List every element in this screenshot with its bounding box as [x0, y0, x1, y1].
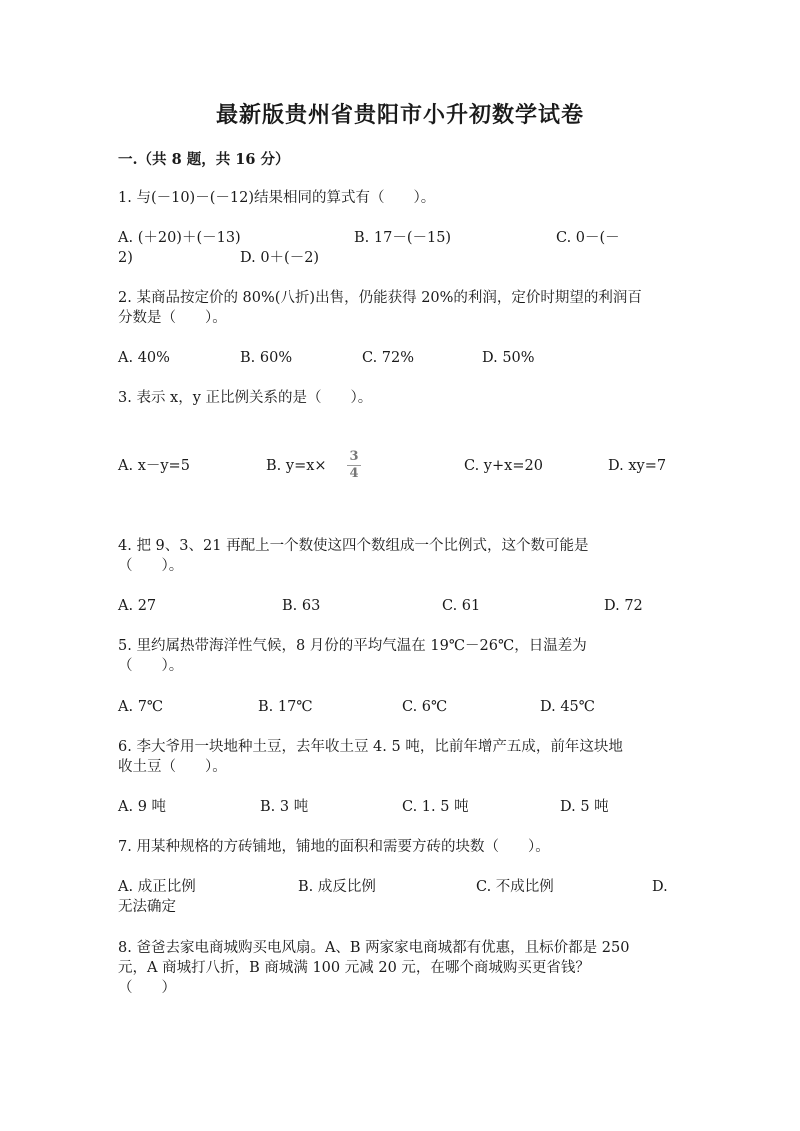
question-2-stem-line-1: 2. 某商品按定价的 80%(八折)出售，仍能获得 20%的利润，定价时期望的利润百: [118, 290, 642, 306]
question-7-option-c: C. 不成比例: [476, 879, 554, 895]
question-4-option-b: B. 63: [282, 598, 321, 614]
question-3-fraction: [347, 450, 361, 481]
question-7-option-b: B. 成反比例: [298, 879, 376, 895]
question-5-stem-line-1: 5. 里约属热带海洋性气候，8 月份的平均气温在 19℃－26℃，日温差为: [118, 638, 587, 654]
question-7-option-d-cont: 无法确定: [118, 899, 176, 915]
question-6-option-d: D. 5 吨: [560, 799, 609, 815]
question-5-option-d: D. 45℃: [540, 699, 595, 715]
question-3-option-d: D. xy=7: [608, 458, 667, 474]
question-4-stem-line-2: （ ）。: [118, 558, 184, 574]
question-1-stem: 1. 与(－10)－(－12)结果相同的算式有（ ）。: [118, 190, 436, 206]
question-1-option-c: C. 0－(－: [556, 230, 620, 246]
question-7-option-d: D.: [652, 879, 668, 895]
question-6-option-a: A. 9 吨: [118, 799, 167, 815]
question-2-option-c: C. 72%: [362, 350, 415, 366]
question-5-stem-line-2: （ ）。: [118, 658, 184, 674]
question-2-option-a: A. 40%: [118, 350, 170, 366]
question-1-option-c-cont: 2): [118, 250, 133, 266]
exam-title: 最新版贵州省贵阳市小升初数学试卷: [215, 102, 584, 128]
question-6-option-c: C. 1. 5 吨: [402, 799, 469, 815]
question-1-option-d: D. 0＋(－2): [240, 250, 320, 266]
question-4-stem-line-1: 4. 把 9、3、21 再配上一个数使这四个数组成一个比例式，这个数可能是: [118, 538, 589, 554]
question-2-stem-line-2: 分数是（ ）。: [118, 310, 227, 326]
question-3-option-b: B. y=x×: [266, 458, 327, 474]
question-7-option-a: A. 成正比例: [118, 879, 196, 895]
question-5-option-a: A. 7℃: [118, 699, 164, 715]
section-heading: 一.（共 8 题，共 16 分）: [118, 151, 290, 168]
question-1-option-a: A. (＋20)＋(－13): [118, 230, 241, 246]
question-3-option-a: A. x－y=5: [118, 458, 190, 474]
fraction-denominator: 4: [349, 466, 359, 481]
question-8-stem-line-2: 元，A 商城打八折，B 商城满 100 元减 20 元，在哪个商城购买更省钱？: [118, 960, 590, 976]
question-4-option-c: C. 61: [442, 598, 481, 614]
question-3-stem: 3. 表示 x，y 正比例关系的是（ ）。: [118, 390, 373, 406]
question-2-option-b: B. 60%: [240, 350, 293, 366]
question-6-stem-line-1: 6. 李大爷用一块地种土豆，去年收土豆 4. 5 吨，比前年增产五成，前年这块地: [118, 739, 623, 755]
question-6-option-b: B. 3 吨: [260, 799, 309, 815]
question-5-option-b: B. 17℃: [258, 699, 313, 715]
question-4-option-a: A. 27: [118, 598, 157, 614]
question-8-stem-line-3: （ ）: [118, 980, 176, 996]
question-2-option-d: D. 50%: [482, 350, 535, 366]
question-8-stem-line-1: 8. 爸爸去家电商城购买电风扇。A、B 两家家电商城都有优惠，且标价都是 250: [118, 940, 630, 956]
fraction-numerator: 3: [349, 449, 359, 464]
question-3-option-c: C. y+x=20: [464, 458, 543, 474]
question-7-stem: 7. 用某种规格的方砖铺地，铺地的面积和需要方砖的块数（ ）。: [118, 839, 550, 855]
question-4-option-d: D. 72: [604, 598, 643, 614]
question-1-option-b: B. 17－(－15): [354, 230, 452, 246]
question-6-stem-line-2: 收土豆（ ）。: [118, 759, 227, 775]
question-5-option-c: C. 6℃: [402, 699, 448, 715]
